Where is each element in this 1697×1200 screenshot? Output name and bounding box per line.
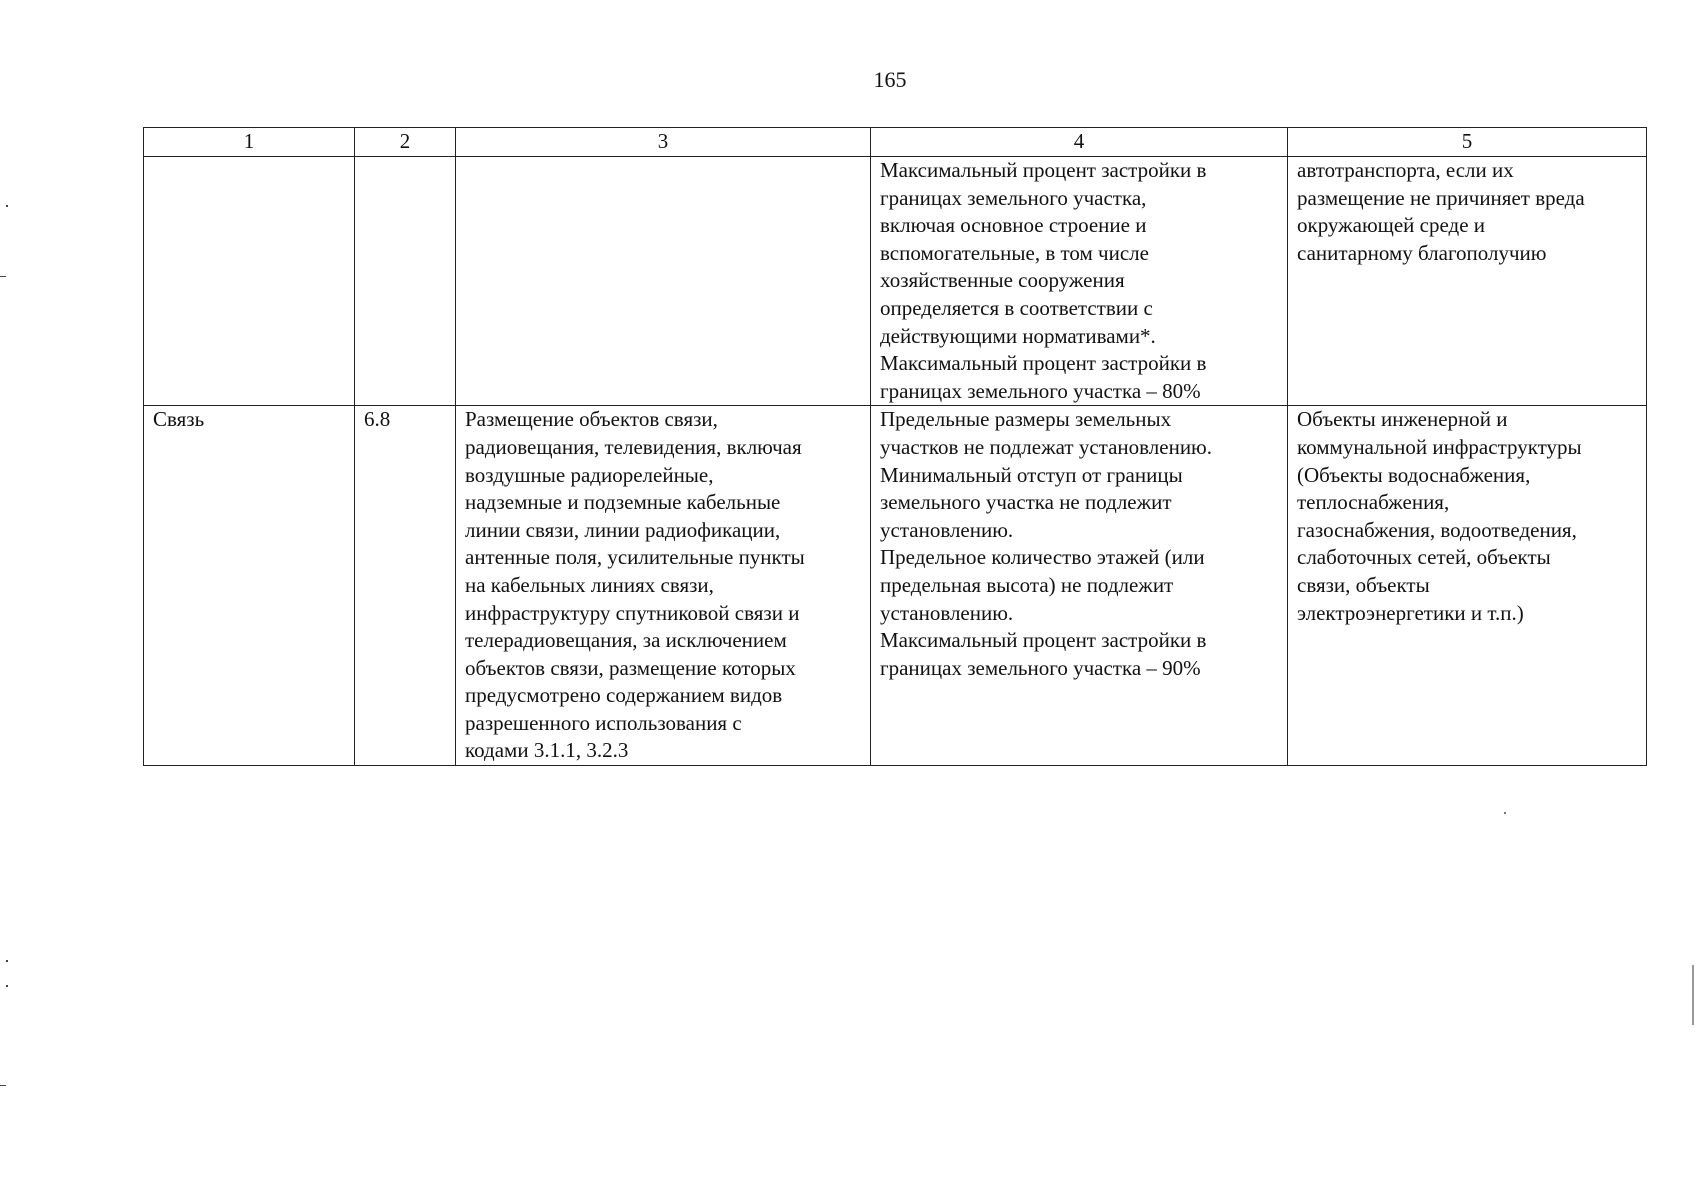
text-line: границах земельного участка – 90% <box>880 655 1201 680</box>
page-number: 165 <box>873 67 907 92</box>
text-line: радиовещания, телевидения, включая <box>465 434 802 459</box>
column-header-4: 4 <box>871 128 1288 157</box>
column-header-1: 1 <box>144 128 355 157</box>
text-line: вспомогательные, в том числе <box>880 240 1149 265</box>
text-line: установлению. <box>880 600 1014 625</box>
text-line: на кабельных линиях связи, <box>465 572 714 597</box>
text-line: земельного участка не подлежит <box>880 490 1172 515</box>
text-line: участков не подлежат установлению. <box>880 434 1212 459</box>
table-cell-description <box>456 157 871 406</box>
scan-mark <box>1504 812 1506 814</box>
table-row <box>144 406 1647 766</box>
text-line: (Объекты водоснабжения, <box>1297 462 1531 487</box>
text-line: Предельные размеры земельных <box>880 407 1172 432</box>
text-line: воздушные радиорелейные, <box>465 462 714 487</box>
scan-mark <box>0 276 6 277</box>
text-line: объектов связи, размещение которых <box>465 655 796 680</box>
table-cell-activity: Связь <box>144 406 355 766</box>
text-line: размещение не причиняет вреда <box>1297 185 1585 210</box>
table-cell-code <box>355 157 456 406</box>
table-header-row <box>144 128 1647 157</box>
text-line: телерадиовещания, за исключением <box>465 628 787 653</box>
table-cell-activity <box>144 157 355 406</box>
text-line: санитарному благополучию <box>1297 240 1547 265</box>
text-line: антенные поля, усилительные пункты <box>465 545 805 570</box>
text-line: установлению. <box>880 517 1014 542</box>
text-line: границах земельного участка – 80% <box>880 378 1201 403</box>
column-header-3: 3 <box>456 128 871 157</box>
text-line: включая основное строение и <box>880 213 1147 238</box>
text-line: газоснабжения, водоотведения, <box>1297 517 1577 542</box>
table-cell-auxiliary <box>1288 157 1647 406</box>
text-line: электроэнергетики и т.п.) <box>1297 600 1524 625</box>
text-line: надземные и подземные кабельные <box>465 490 781 515</box>
table-cell-parameters <box>871 157 1288 406</box>
scan-mark <box>0 1085 6 1086</box>
table-cell-auxiliary <box>1288 406 1647 766</box>
table-row <box>144 157 1647 406</box>
scan-mark <box>6 985 8 987</box>
text-line: коммунальной инфраструктуры <box>1297 434 1582 459</box>
text-line: разрешенного использования с <box>465 710 742 735</box>
text-line: границах земельного участка, <box>880 185 1147 210</box>
text-line: предельная высота) не подлежит <box>880 572 1174 597</box>
text-line: окружающей среде и <box>1297 213 1486 238</box>
regulations-table <box>143 127 1647 766</box>
table-cell-code: 6.8 <box>355 406 456 766</box>
column-header-5: 5 <box>1288 128 1647 157</box>
column-header-2: 2 <box>355 128 456 157</box>
scan-mark <box>6 205 8 207</box>
text-line: инфраструктуру спутниковой связи и <box>465 600 800 625</box>
text-line: связи, объекты <box>1297 572 1430 597</box>
text-line: автотранспорта, если их <box>1297 158 1514 182</box>
text-line: кодами 3.1.1, 3.2.3 <box>465 738 629 763</box>
text-line: хозяйственные сооружения <box>880 268 1125 293</box>
text-line: Минимальный отступ от границы <box>880 462 1183 487</box>
table-cell-parameters <box>871 406 1288 766</box>
text-line: действующими нормативами*. <box>880 323 1156 348</box>
text-line: теплоснабжения, <box>1297 490 1450 515</box>
text-line: Максимальный процент застройки в <box>880 351 1207 376</box>
text-line: предусмотрено содержанием видов <box>465 683 783 708</box>
text-line: Размещение объектов связи, <box>465 407 718 432</box>
text-line: Предельное количество этажей (или <box>880 545 1205 570</box>
scan-mark <box>1692 965 1694 1025</box>
text-line: определяется в соответствии с <box>880 295 1153 320</box>
scan-mark <box>6 960 8 962</box>
text-line: линии связи, линии радиофикации, <box>465 517 781 542</box>
text-line: Объекты инженерной и <box>1297 407 1508 432</box>
text-line: слаботочных сетей, объекты <box>1297 545 1551 570</box>
text-line: Максимальный процент застройки в <box>880 158 1207 182</box>
table-cell-description <box>456 406 871 766</box>
text-line: Максимальный процент застройки в <box>880 628 1207 653</box>
